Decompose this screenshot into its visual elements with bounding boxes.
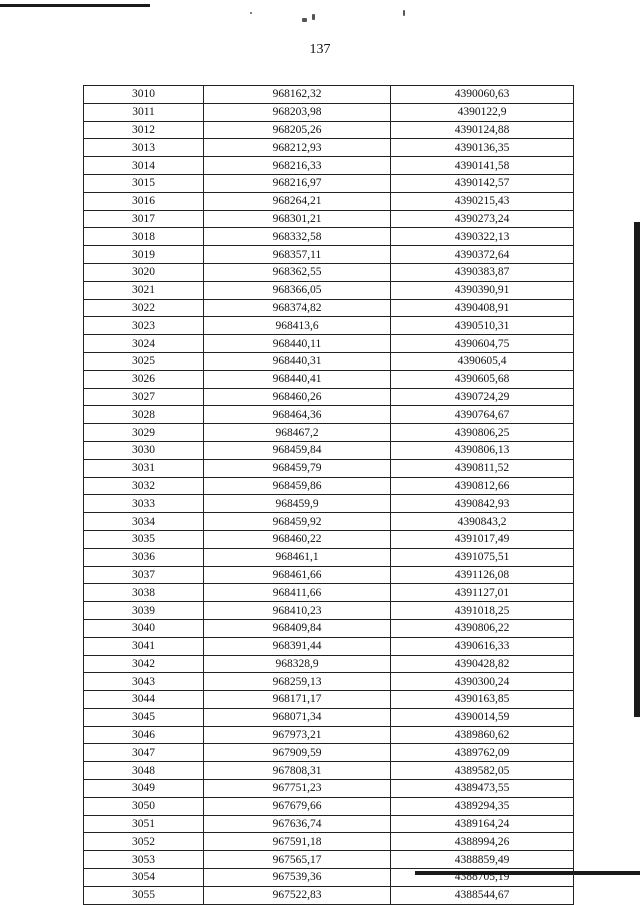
table-row [84, 335, 574, 353]
point-number-cell: 3038 [84, 584, 204, 602]
point-number-cell: 3051 [84, 815, 204, 833]
x-coordinate-cell: 968440,41 [204, 370, 391, 388]
point-number-cell: 3033 [84, 495, 204, 513]
table-row [84, 780, 574, 798]
y-coordinate-cell: 4390060,63 [391, 86, 574, 104]
table-row [84, 121, 574, 139]
y-coordinate-cell: 4391126,08 [391, 566, 574, 584]
y-coordinate-cell: 4389164,24 [391, 815, 574, 833]
x-coordinate-cell: 968391,44 [204, 637, 391, 655]
y-coordinate-cell: 4388544,67 [391, 886, 574, 904]
point-number-cell: 3032 [84, 477, 204, 495]
table-row [84, 370, 574, 388]
x-coordinate-cell: 968216,33 [204, 157, 391, 175]
table-row [84, 869, 574, 887]
point-number-cell: 3022 [84, 299, 204, 317]
table-row [84, 637, 574, 655]
y-coordinate-cell: 4389860,62 [391, 726, 574, 744]
table-row [84, 655, 574, 673]
point-number-cell: 3017 [84, 210, 204, 228]
y-coordinate-cell: 4391075,51 [391, 548, 574, 566]
table-row [84, 424, 574, 442]
table-row [84, 406, 574, 424]
point-number-cell: 3011 [84, 103, 204, 121]
y-coordinate-cell: 4390142,57 [391, 174, 574, 192]
x-coordinate-cell: 967909,59 [204, 744, 391, 762]
point-number-cell: 3036 [84, 548, 204, 566]
y-coordinate-cell: 4388705,19 [391, 869, 574, 887]
point-number-cell: 3050 [84, 797, 204, 815]
table-row [84, 530, 574, 548]
point-number-cell: 3014 [84, 157, 204, 175]
y-coordinate-cell: 4390616,33 [391, 637, 574, 655]
point-number-cell: 3020 [84, 263, 204, 281]
x-coordinate-cell: 968460,22 [204, 530, 391, 548]
point-number-cell: 3010 [84, 86, 204, 104]
table-row [84, 477, 574, 495]
point-number-cell: 3019 [84, 246, 204, 264]
y-coordinate-cell: 4388859,49 [391, 851, 574, 869]
x-coordinate-cell: 968205,26 [204, 121, 391, 139]
point-number-cell: 3028 [84, 406, 204, 424]
y-coordinate-cell: 4390136,35 [391, 139, 574, 157]
x-coordinate-cell: 968459,9 [204, 495, 391, 513]
y-coordinate-cell: 4390843,2 [391, 513, 574, 531]
y-coordinate-cell: 4390122,9 [391, 103, 574, 121]
point-number-cell: 3039 [84, 602, 204, 620]
y-coordinate-cell: 4391018,25 [391, 602, 574, 620]
point-number-cell: 3027 [84, 388, 204, 406]
point-number-cell: 3041 [84, 637, 204, 655]
scan-speck [250, 12, 252, 14]
table-row [84, 513, 574, 531]
x-coordinate-cell: 968301,21 [204, 210, 391, 228]
y-coordinate-cell: 4390322,13 [391, 228, 574, 246]
y-coordinate-cell: 4389582,05 [391, 762, 574, 780]
table-row [84, 797, 574, 815]
scan-artifact-top-line [0, 4, 150, 7]
point-number-cell: 3016 [84, 192, 204, 210]
point-number-cell: 3040 [84, 619, 204, 637]
point-number-cell: 3031 [84, 459, 204, 477]
x-coordinate-cell: 968409,84 [204, 619, 391, 637]
table-row [84, 352, 574, 370]
x-coordinate-cell: 968259,13 [204, 673, 391, 691]
y-coordinate-cell: 4390014,59 [391, 708, 574, 726]
x-coordinate-cell: 967973,21 [204, 726, 391, 744]
table-row [84, 139, 574, 157]
y-coordinate-cell: 4390300,24 [391, 673, 574, 691]
y-coordinate-cell: 4390163,85 [391, 691, 574, 709]
x-coordinate-cell: 968332,58 [204, 228, 391, 246]
x-coordinate-cell: 968203,98 [204, 103, 391, 121]
point-number-cell: 3029 [84, 424, 204, 442]
x-coordinate-cell: 967808,31 [204, 762, 391, 780]
x-coordinate-cell: 968374,82 [204, 299, 391, 317]
y-coordinate-cell: 4390812,66 [391, 477, 574, 495]
y-coordinate-cell: 4390605,4 [391, 352, 574, 370]
table-row [84, 263, 574, 281]
point-number-cell: 3045 [84, 708, 204, 726]
y-coordinate-cell: 4391017,49 [391, 530, 574, 548]
x-coordinate-cell: 968459,84 [204, 441, 391, 459]
point-number-cell: 3046 [84, 726, 204, 744]
point-number-cell: 3054 [84, 869, 204, 887]
table-row [84, 762, 574, 780]
table-row [84, 299, 574, 317]
point-number-cell: 3015 [84, 174, 204, 192]
point-number-cell: 3055 [84, 886, 204, 904]
table-row [84, 228, 574, 246]
x-coordinate-cell: 968411,66 [204, 584, 391, 602]
x-coordinate-cell: 968216,97 [204, 174, 391, 192]
table-row [84, 851, 574, 869]
x-coordinate-cell: 968171,17 [204, 691, 391, 709]
table-row [84, 459, 574, 477]
scan-speck [403, 10, 405, 16]
scan-speck [312, 14, 315, 20]
coordinates-table [83, 85, 574, 905]
y-coordinate-cell: 4390390,91 [391, 281, 574, 299]
x-coordinate-cell: 968162,32 [204, 86, 391, 104]
y-coordinate-cell: 4390842,93 [391, 495, 574, 513]
table-row [84, 246, 574, 264]
point-number-cell: 3037 [84, 566, 204, 584]
x-coordinate-cell: 968410,23 [204, 602, 391, 620]
table-row [84, 317, 574, 335]
point-number-cell: 3044 [84, 691, 204, 709]
y-coordinate-cell: 4390604,75 [391, 335, 574, 353]
point-number-cell: 3025 [84, 352, 204, 370]
point-number-cell: 3024 [84, 335, 204, 353]
y-coordinate-cell: 4390141,58 [391, 157, 574, 175]
point-number-cell: 3035 [84, 530, 204, 548]
table-row [84, 708, 574, 726]
x-coordinate-cell: 968467,2 [204, 424, 391, 442]
y-coordinate-cell: 4390605,68 [391, 370, 574, 388]
table-row [84, 673, 574, 691]
y-coordinate-cell: 4390215,43 [391, 192, 574, 210]
x-coordinate-cell: 968413,6 [204, 317, 391, 335]
x-coordinate-cell: 968459,92 [204, 513, 391, 531]
x-coordinate-cell: 968440,11 [204, 335, 391, 353]
y-coordinate-cell: 4390383,87 [391, 263, 574, 281]
y-coordinate-cell: 4388994,26 [391, 833, 574, 851]
point-number-cell: 3012 [84, 121, 204, 139]
point-number-cell: 3023 [84, 317, 204, 335]
point-number-cell: 3053 [84, 851, 204, 869]
x-coordinate-cell: 968071,34 [204, 708, 391, 726]
y-coordinate-cell: 4390124,88 [391, 121, 574, 139]
point-number-cell: 3048 [84, 762, 204, 780]
x-coordinate-cell: 967565,17 [204, 851, 391, 869]
x-coordinate-cell: 968461,1 [204, 548, 391, 566]
table-row [84, 441, 574, 459]
point-number-cell: 3021 [84, 281, 204, 299]
y-coordinate-cell: 4389762,09 [391, 744, 574, 762]
table-row [84, 744, 574, 762]
table-row [84, 103, 574, 121]
page-number: 137 [309, 42, 331, 57]
x-coordinate-cell: 968459,86 [204, 477, 391, 495]
y-coordinate-cell: 4389294,35 [391, 797, 574, 815]
table-row [84, 157, 574, 175]
point-number-cell: 3049 [84, 780, 204, 798]
y-coordinate-cell: 4390428,82 [391, 655, 574, 673]
x-coordinate-cell: 968460,26 [204, 388, 391, 406]
table-row [84, 86, 574, 104]
y-coordinate-cell: 4390806,13 [391, 441, 574, 459]
x-coordinate-cell: 968357,11 [204, 246, 391, 264]
scan-artifact-right-edge [634, 222, 640, 717]
x-coordinate-cell: 968464,36 [204, 406, 391, 424]
point-number-cell: 3013 [84, 139, 204, 157]
y-coordinate-cell: 4390724,29 [391, 388, 574, 406]
y-coordinate-cell: 4390806,25 [391, 424, 574, 442]
x-coordinate-cell: 968212,93 [204, 139, 391, 157]
y-coordinate-cell: 4389473,55 [391, 780, 574, 798]
point-number-cell: 3052 [84, 833, 204, 851]
scan-speck [302, 18, 307, 22]
table-row [84, 174, 574, 192]
x-coordinate-cell: 967539,36 [204, 869, 391, 887]
x-coordinate-cell: 967751,23 [204, 780, 391, 798]
table-row [84, 388, 574, 406]
point-number-cell: 3018 [84, 228, 204, 246]
table-row [84, 815, 574, 833]
x-coordinate-cell: 968366,05 [204, 281, 391, 299]
y-coordinate-cell: 4390806,22 [391, 619, 574, 637]
y-coordinate-cell: 4390273,24 [391, 210, 574, 228]
x-coordinate-cell: 967636,74 [204, 815, 391, 833]
table-row [84, 726, 574, 744]
table-row [84, 602, 574, 620]
x-coordinate-cell: 968459,79 [204, 459, 391, 477]
table-row [84, 886, 574, 904]
x-coordinate-cell: 968461,66 [204, 566, 391, 584]
x-coordinate-cell: 968264,21 [204, 192, 391, 210]
table-row [84, 584, 574, 602]
table-row [84, 495, 574, 513]
y-coordinate-cell: 4390510,31 [391, 317, 574, 335]
coordinates-table-body [84, 86, 574, 905]
point-number-cell: 3030 [84, 441, 204, 459]
table-row [84, 210, 574, 228]
table-row [84, 619, 574, 637]
x-coordinate-cell: 968328,9 [204, 655, 391, 673]
table-row [84, 691, 574, 709]
y-coordinate-cell: 4391127,01 [391, 584, 574, 602]
x-coordinate-cell: 968362,55 [204, 263, 391, 281]
x-coordinate-cell: 967679,66 [204, 797, 391, 815]
table-row [84, 548, 574, 566]
table-row [84, 281, 574, 299]
y-coordinate-cell: 4390408,91 [391, 299, 574, 317]
point-number-cell: 3026 [84, 370, 204, 388]
table-row [84, 192, 574, 210]
table-row [84, 566, 574, 584]
y-coordinate-cell: 4390811,52 [391, 459, 574, 477]
x-coordinate-cell: 967522,83 [204, 886, 391, 904]
y-coordinate-cell: 4390764,67 [391, 406, 574, 424]
table-row [84, 833, 574, 851]
y-coordinate-cell: 4390372,64 [391, 246, 574, 264]
point-number-cell: 3043 [84, 673, 204, 691]
point-number-cell: 3047 [84, 744, 204, 762]
point-number-cell: 3042 [84, 655, 204, 673]
point-number-cell: 3034 [84, 513, 204, 531]
x-coordinate-cell: 967591,18 [204, 833, 391, 851]
x-coordinate-cell: 968440,31 [204, 352, 391, 370]
